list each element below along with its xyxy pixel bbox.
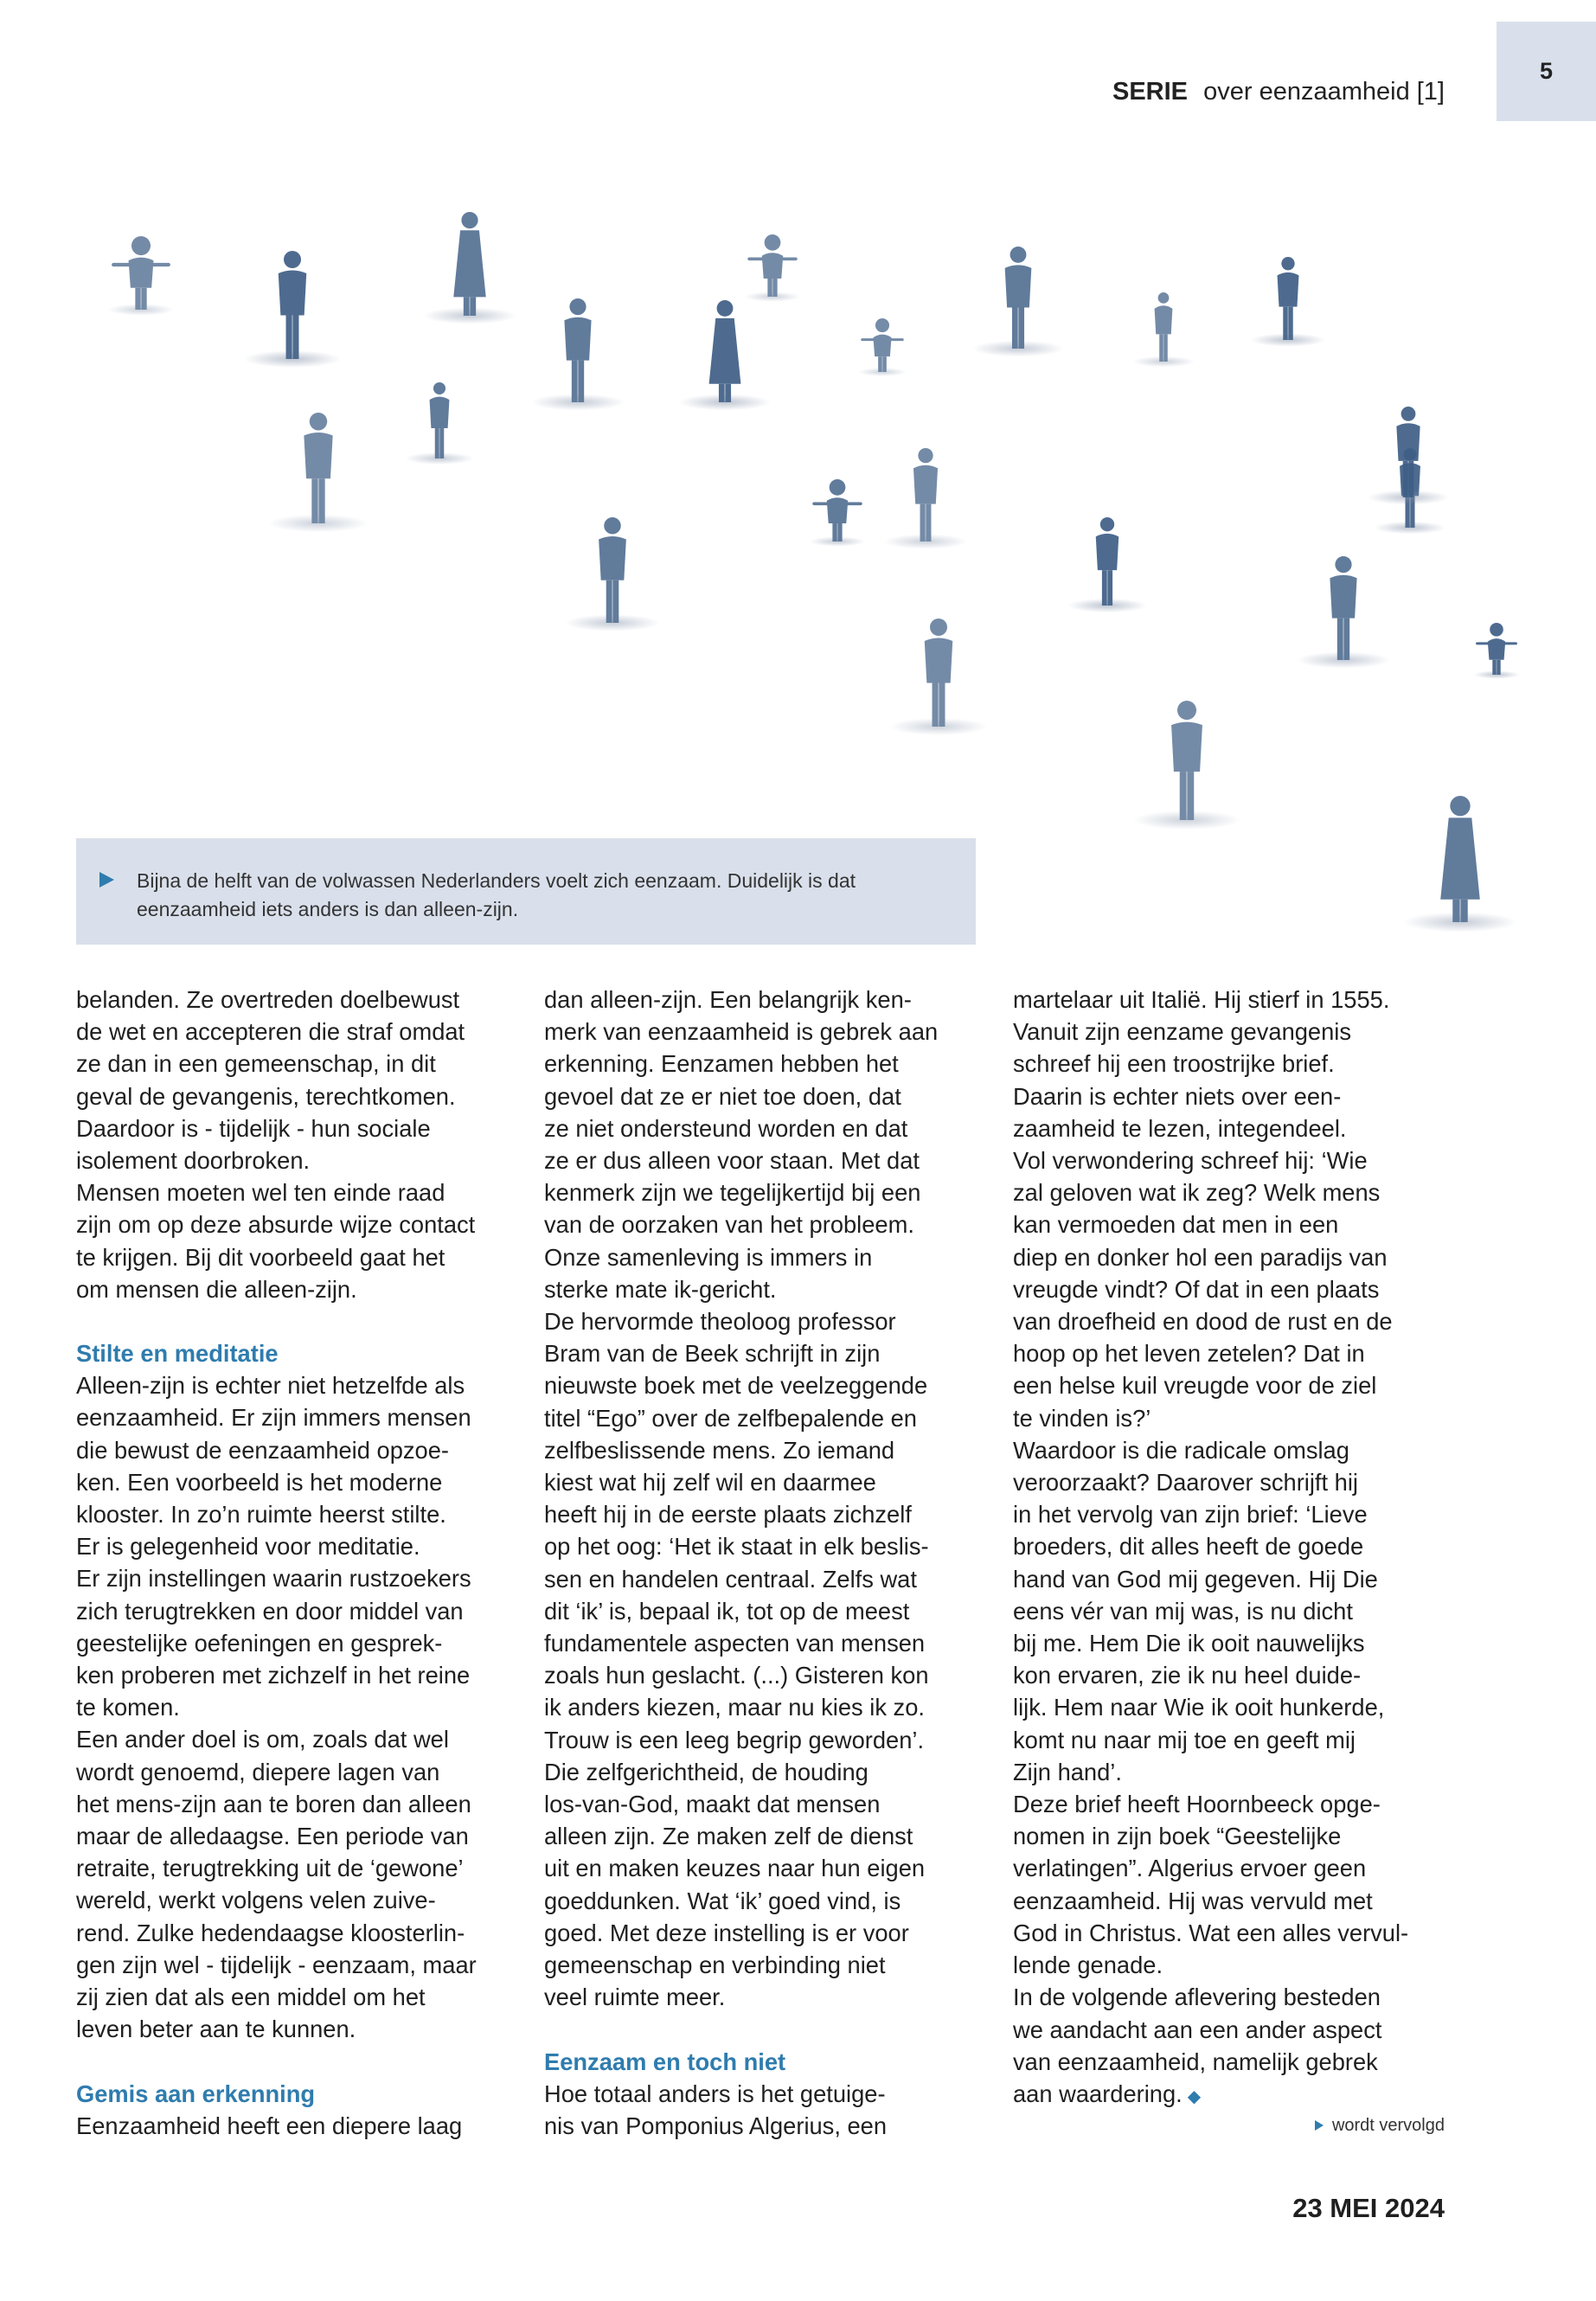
text-line: van droefheid en dood de rust en de (1013, 1308, 1393, 1336)
text-line: sterke mate ik-gericht. (544, 1275, 777, 1303)
text-line: veel ruimte meer. (544, 1984, 726, 2011)
text-line: Vanuit zijn eenzame gevangenis (1013, 1018, 1352, 1046)
text-line: dan alleen-zijn. Een belangrijk ken- (544, 986, 912, 1013)
text-line: zal geloven wat ik zeg? Welk mens (1013, 1179, 1381, 1207)
text-line: gen zijn wel - tijdelijk - eenzaam, maar (76, 1951, 477, 1978)
person-figure (1067, 517, 1147, 612)
text-line: zijn om op deze absurde wijze contact (76, 1211, 476, 1239)
person-figure (244, 251, 342, 368)
person-figure (1297, 556, 1390, 669)
text-line: Deze brief heeft Hoornbeeck opge- (1013, 1791, 1381, 1818)
text-line: te krijgen. Bij dit voorbeeld gaat het (76, 1243, 445, 1271)
text-line: gevoel dat ze er niet toe doen, dat (544, 1082, 901, 1110)
text-line: komt nu naar mij toe en geeft mij (1013, 1726, 1356, 1753)
text-line: In de volgende aflevering besteden (1013, 1984, 1381, 2011)
text-line: wereld, werkt volgens velen zuive- (76, 1887, 436, 1914)
text-line: retraite, terugtrekking uit de ‘gewone’ (76, 1855, 464, 1882)
photo-caption (76, 838, 976, 945)
person-figure (858, 318, 907, 376)
text-line-end: aan waardering. (1013, 2080, 1183, 2107)
triangle-right-icon (1315, 2120, 1324, 2131)
text-line: ik anders kiezen, maar nu kies ik zo. (544, 1694, 925, 1721)
text-line: geval de gevangenis, terechtkomen. (76, 1082, 456, 1110)
text-line: hoop op het leven zetelen? Dat in (1013, 1340, 1365, 1368)
end-diamond-icon: ◆ (1187, 2086, 1202, 2106)
text-line: Die zelfgerichtheid, de houding (544, 1758, 869, 1785)
text-line: zelfbeslissende mens. Zo iemand (544, 1436, 895, 1464)
text-line: die bewust de eenzaamheid opzoe- (76, 1436, 449, 1464)
person-figure (883, 448, 967, 549)
text-line: broeders, dit alles heeft de goede (1013, 1533, 1364, 1561)
continued-note (1315, 2116, 1445, 2136)
section-heading: Gemis aan erkenning (76, 2080, 316, 2107)
series-title: over eenzaamheid [1] (1203, 78, 1445, 106)
text-line: schreef hij een troostrijke brief. (1013, 1050, 1335, 1078)
text-line: kon ervaren, zie ik nu heel duide- (1013, 1662, 1362, 1689)
issue-date: 23 MEI 2024 (1292, 2193, 1445, 2223)
text-line: martelaar uit Italië. Hij stierf in 1555. (1013, 986, 1390, 1013)
text-line: uit en maken keuzes naar hun eigen (544, 1855, 926, 1882)
text-line: leven beter aan te kunnen. (76, 2016, 356, 2043)
text-line: wordt genoemd, diepere lagen van (76, 1758, 440, 1785)
text-line: ze niet ondersteund worden en dat (544, 1114, 908, 1142)
text-line: isolement doorbroken. (76, 1147, 311, 1175)
text-line: Er is gelegenheid voor meditatie. (76, 1533, 420, 1561)
text-line (1013, 2078, 1445, 2113)
triangle-right-icon (98, 871, 115, 888)
text-line: we aandacht aan een ander aspect (1013, 2016, 1382, 2043)
person-figure (1132, 292, 1195, 367)
person-figure (1251, 257, 1325, 347)
person-figure (810, 479, 866, 547)
text-line: nomen in zijn boek “Geestelijke (1013, 1823, 1342, 1850)
section-heading: Eenzaam en toch niet (544, 2048, 786, 2075)
text-line: goed. Met deze instelling is er voor (544, 1919, 909, 1946)
text-line: kan vermoeden dat men in een (1013, 1211, 1339, 1239)
text-line: hand van God mij gegeven. Hij Die (1013, 1565, 1378, 1593)
text-line: alleen zijn. Ze maken zelf de dienst (544, 1823, 913, 1850)
text-line: eenzaamheid. Er zijn immers mensen (76, 1404, 471, 1432)
text-line: eenzaamheid. Hij was vervuld met (1013, 1887, 1373, 1914)
text-column-3 (1013, 984, 1445, 2113)
text-line: fundamentele aspecten van mensen (544, 1630, 926, 1657)
person-figure (108, 236, 175, 316)
person-figure (1133, 701, 1240, 830)
people-illustration (0, 130, 1596, 943)
text-line: titel “Ego” over de zelfbepalende en (544, 1404, 917, 1432)
text-line: kenmerk zijn we tegelijkertijd bij een (544, 1179, 921, 1207)
text-line: geestelijke oefeningen en gesprek- (76, 1629, 443, 1657)
text-line: Trouw is een leeg begrip geworden’. (544, 1726, 925, 1753)
text-line: nis van Pomponius Algerius, een (544, 2112, 888, 2139)
text-line: zich terugtrekken en door middel van (76, 1597, 464, 1625)
series-label: SERIE (1112, 78, 1189, 106)
text-line: heeft hij in de eerste plaats zichzelf (544, 1501, 912, 1529)
text-line: in het vervolg van zijn brief: ‘Lieve (1013, 1501, 1368, 1529)
text-line: goeddunken. Wat ‘ik’ goed vind, is (544, 1887, 901, 1914)
person-figure (745, 234, 801, 302)
text-line: ze dan in een gemeenschap, in dit (76, 1050, 436, 1078)
text-line: te vinden is?’ (1013, 1404, 1151, 1432)
text-line: Mensen moeten wel ten einde raad (76, 1179, 445, 1207)
caption-line: eenzaamheid iets anders is dan alleen-zijn. (137, 898, 519, 920)
page-number: 5 (1539, 58, 1554, 84)
section-heading: Stilte en meditatie (76, 1340, 279, 1368)
text-line: een helse kuil vreugde voor de ziel (1013, 1372, 1377, 1400)
text-line: zoals hun geslacht. (...) Gisteren kon (544, 1662, 929, 1689)
text-line: ken proberen met zichzelf in het reine (76, 1662, 471, 1689)
text-line: van de oorzaken van het probleem. (544, 1211, 914, 1239)
text-line: de wet en accepteren die straf omdat (76, 1018, 465, 1046)
text-line: klooster. In zo’n ruimte heerst stilte. (76, 1501, 446, 1529)
person-figure (423, 212, 516, 324)
text-line: Een ander doel is om, zoals dat wel (76, 1726, 449, 1753)
person-figure (1403, 796, 1516, 933)
text-line: veroorzaakt? Daarover schrijft hij (1013, 1469, 1358, 1497)
text-line: Er zijn instellingen waarin rustzoekers (76, 1565, 471, 1593)
person-figure (565, 517, 660, 631)
text-line: sen en handelen centraal. Zelfs wat (544, 1565, 917, 1593)
person-figure (890, 619, 988, 735)
text-line: Hoe totaal anders is het getuige- (544, 2080, 886, 2107)
text-line: merk van eenzaamheid is gebrek aan (544, 1018, 939, 1046)
text-line: God in Christus. Wat een alles vervul- (1013, 1919, 1409, 1946)
text-line: Eenzaamheid heeft een diepere laag (76, 2112, 463, 2139)
text-line: Daarin is echter niets over een- (1013, 1082, 1342, 1110)
text-line: op het oog: ‘Het ik staat in elk beslis- (544, 1533, 929, 1561)
text-line: nieuwste boek met de veelzeggende (544, 1372, 928, 1400)
text-column-2 (544, 984, 977, 2142)
text-line: om mensen die alleen-zijn. (76, 1275, 357, 1303)
text-line: lijk. Hem naar Wie ik ooit hunkerde, (1013, 1694, 1385, 1721)
page-number-tab (1497, 22, 1596, 121)
text-line: belanden. Ze overtreden doelbewust (76, 986, 460, 1013)
text-line: Onze samenleving is immers in (544, 1243, 873, 1271)
text-line: diep en donker hol een paradijs van (1013, 1243, 1388, 1271)
text-line: zaamheid te lezen, integendeel. (1013, 1114, 1347, 1142)
text-line: vreugde vindt? Of dat in een plaats (1013, 1275, 1380, 1303)
text-line: gemeenschap en verbinding niet (544, 1952, 886, 1979)
person-figure (972, 247, 1064, 356)
text-column-1 (76, 984, 509, 2142)
text-line: kiest wat hij zelf wil en daarmee (544, 1469, 876, 1497)
text-line: ze er dus alleen voor staan. Met dat (544, 1147, 920, 1175)
text-line: zij zien dat als een middel om het (76, 1984, 426, 2011)
person-figure (1473, 623, 1520, 679)
text-line: Waardoor is die radicale omslag (1013, 1436, 1349, 1464)
text-line: los-van-God, maakt dat mensen (544, 1791, 881, 1818)
text-line: Bram van de Beek schrijft in zijn (544, 1340, 881, 1368)
text-line: erkenning. Eenzamen hebben het (544, 1050, 899, 1078)
text-line: Zijn hand’. (1013, 1758, 1122, 1785)
text-line: De hervormde theoloog professor (544, 1308, 896, 1336)
text-line: bij me. Hem Die ik ooit nauwelijks (1013, 1630, 1365, 1657)
person-figure (405, 382, 473, 465)
text-line: te komen. (76, 1694, 180, 1721)
text-line: lende genade. (1013, 1952, 1163, 1979)
text-line: van eenzaamheid, namelijk gebrek (1013, 2048, 1378, 2075)
caption-line: Bijna de helft van de volwassen Nederlanders voelt zich eenzaam. Duidelijk is dat (137, 869, 856, 892)
text-line: maar de alledaagse. Een periode van (76, 1823, 469, 1850)
person-figure (531, 298, 625, 411)
person-figure (679, 300, 771, 410)
text-line: ken. Een voorbeeld is het moderne (76, 1468, 443, 1496)
text-line: Daardoor is - tijdelijk - hun sociale (76, 1114, 431, 1142)
paragraph-gap (76, 2046, 509, 2078)
text-line: rend. Zulke hedendaagse kloosterlin- (76, 1919, 465, 1946)
person-figure (268, 413, 368, 532)
text-line: dit ‘ik’ is, bepaal ik, tot op de meest (544, 1597, 910, 1625)
paragraph-gap (76, 1305, 509, 1337)
paragraph-gap (544, 2014, 977, 2046)
text-line: Alleen-zijn is echter niet hetzelfde als (76, 1372, 465, 1400)
continued-label: wordt vervolgd (1331, 2116, 1445, 2135)
text-line: verlatingen”. Algerius ervoer geen (1013, 1855, 1367, 1882)
text-line: het mens-zijn aan te boren dan alleen (76, 1790, 471, 1817)
series-header (1112, 78, 1445, 106)
text-line: Vol verwondering schreef hij: ‘Wie (1013, 1147, 1368, 1175)
text-line: eens vér van mij was, is nu dicht (1013, 1597, 1353, 1625)
